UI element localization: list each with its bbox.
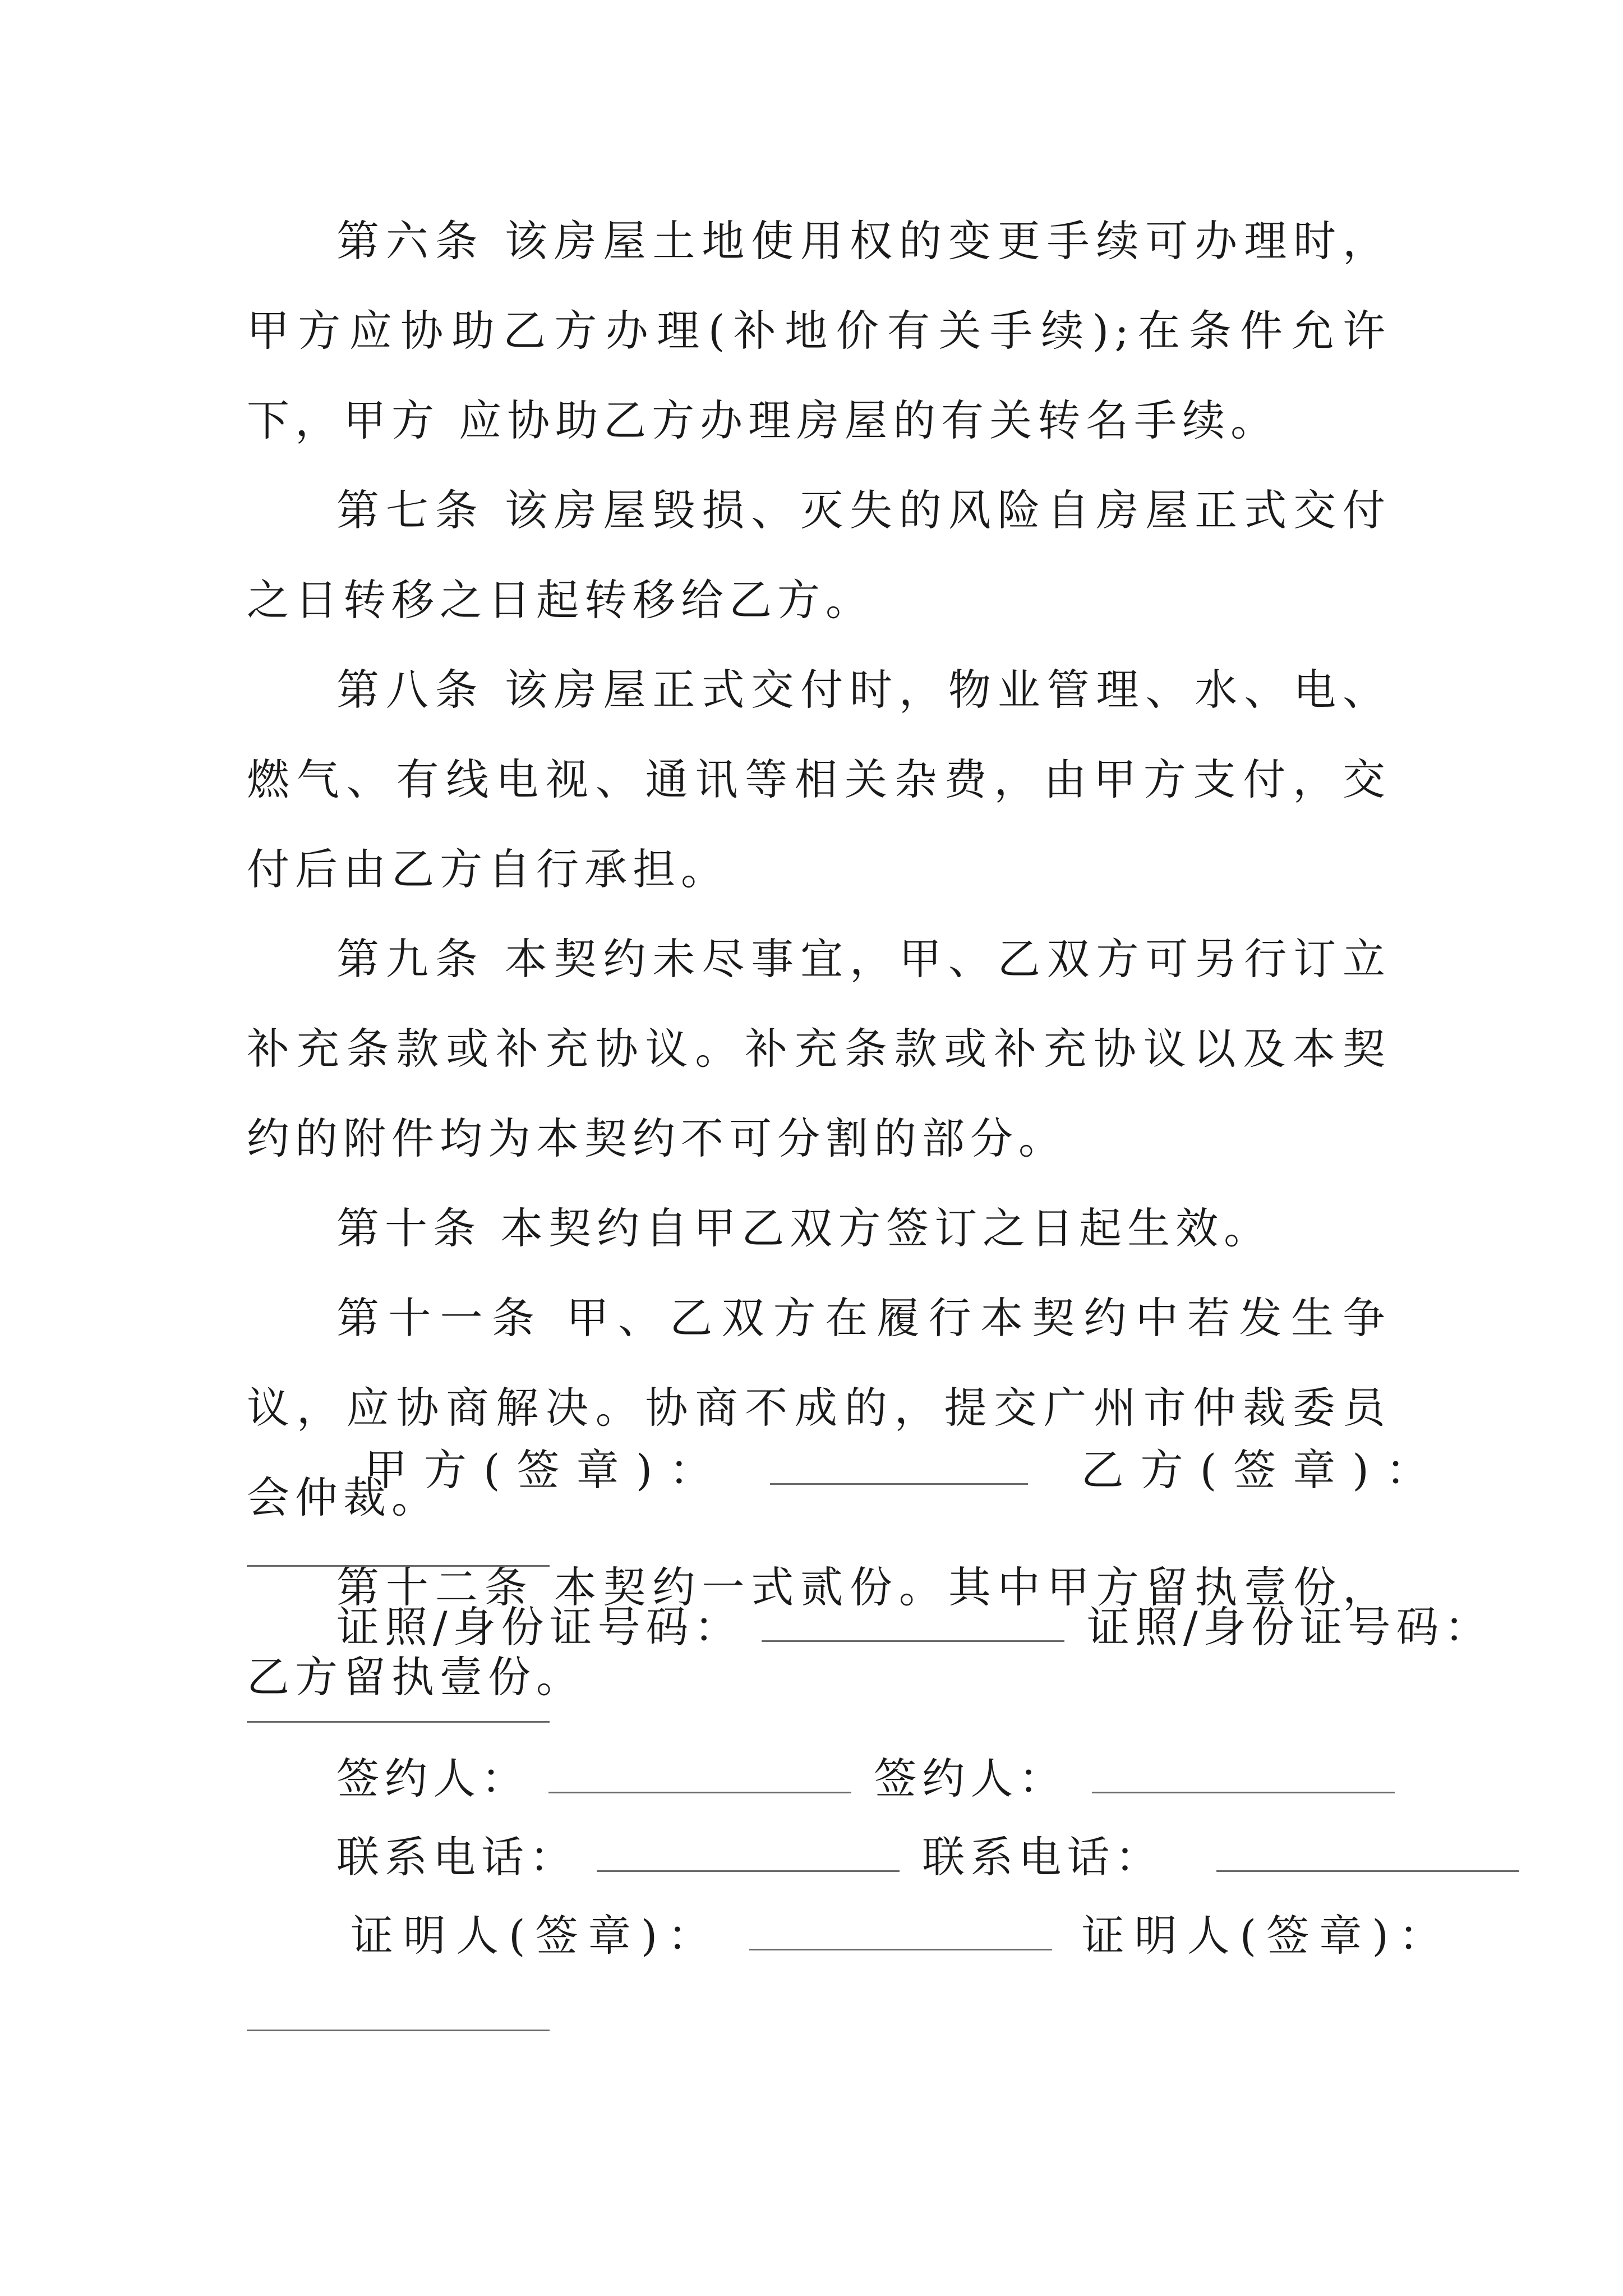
article-11: 第十一条 甲、乙双方在履行本契约中若发生争议，应协商解决。协商不成的，提交广州市仲裁委员会仲裁。 (247, 1293, 1391, 1522)
id-number-a-blank[interactable] (762, 1636, 1064, 1642)
article-7: 第七条 该房屋毁损、灭失的风险自房屋正式交付之日转移之日起转移给乙方。 (247, 485, 1391, 625)
party-b-seal-blank[interactable] (247, 1565, 550, 1567)
article-9: 第九条 本契约未尽事宜，甲、乙双方可另行订立补充条款或补充协议。补充条款或补充协议以及本契约的附件均为本契约不可分割的部分。 (247, 934, 1391, 1163)
phone-a-blank[interactable] (597, 1866, 900, 1872)
phone-b-label: 联系电话： (922, 1832, 1164, 1882)
witness-a-label: 证明人(签章)： (351, 1911, 721, 1961)
article-10: 第十条 本契约自甲乙双方签订之日起生效。 (336, 1203, 1272, 1253)
signer-a-blank[interactable] (548, 1787, 851, 1793)
party-a-seal-label: 甲方(签章)： (365, 1445, 729, 1495)
phone-row (336, 1823, 1523, 1884)
signer-b-blank[interactable] (1092, 1787, 1395, 1793)
signer-a-label: 签约人： (336, 1754, 529, 1803)
phone-a-label: 联系电话： (336, 1832, 578, 1882)
signer-b-label: 签约人： (874, 1754, 1067, 1803)
party-b-seal-label: 乙方(签章)： (1081, 1445, 1445, 1495)
id-number-a-label: 证照/身份证号码： (336, 1602, 743, 1652)
witness-b-blank[interactable] (247, 2030, 550, 2031)
id-number-b-label: 证照/身份证号码： (1086, 1602, 1493, 1652)
party-seal-row (365, 1436, 1445, 1497)
witness-row (351, 1902, 1451, 1963)
id-number-b-blank[interactable] (247, 1721, 550, 1723)
id-number-row (336, 1593, 1493, 1654)
signer-row (336, 1745, 1398, 1806)
article-12: 第十二条 本契约一式贰份。其中甲方留执壹份，乙方留执壹份。 (247, 1562, 1391, 1702)
witness-a-blank[interactable] (749, 1944, 1052, 1950)
article-8: 第八条 该房屋正式交付时，物业管理、水、电、燃气、有线电视、通讯等相关杂费，由甲方支付，交付后由乙方自行承担。 (247, 665, 1391, 894)
phone-b-blank[interactable] (1216, 1866, 1519, 1872)
party-a-seal-blank[interactable] (770, 1479, 1028, 1485)
article-6: 第六条 该房屋土地使用权的变更手续可办理时，甲方应协助乙方办理(补地价有关手续);在条件允许下，甲方 应协助乙方办理房屋的有关转名手续。 (247, 216, 1391, 445)
witness-b-label: 证明人(签章)： (1081, 1911, 1451, 1961)
